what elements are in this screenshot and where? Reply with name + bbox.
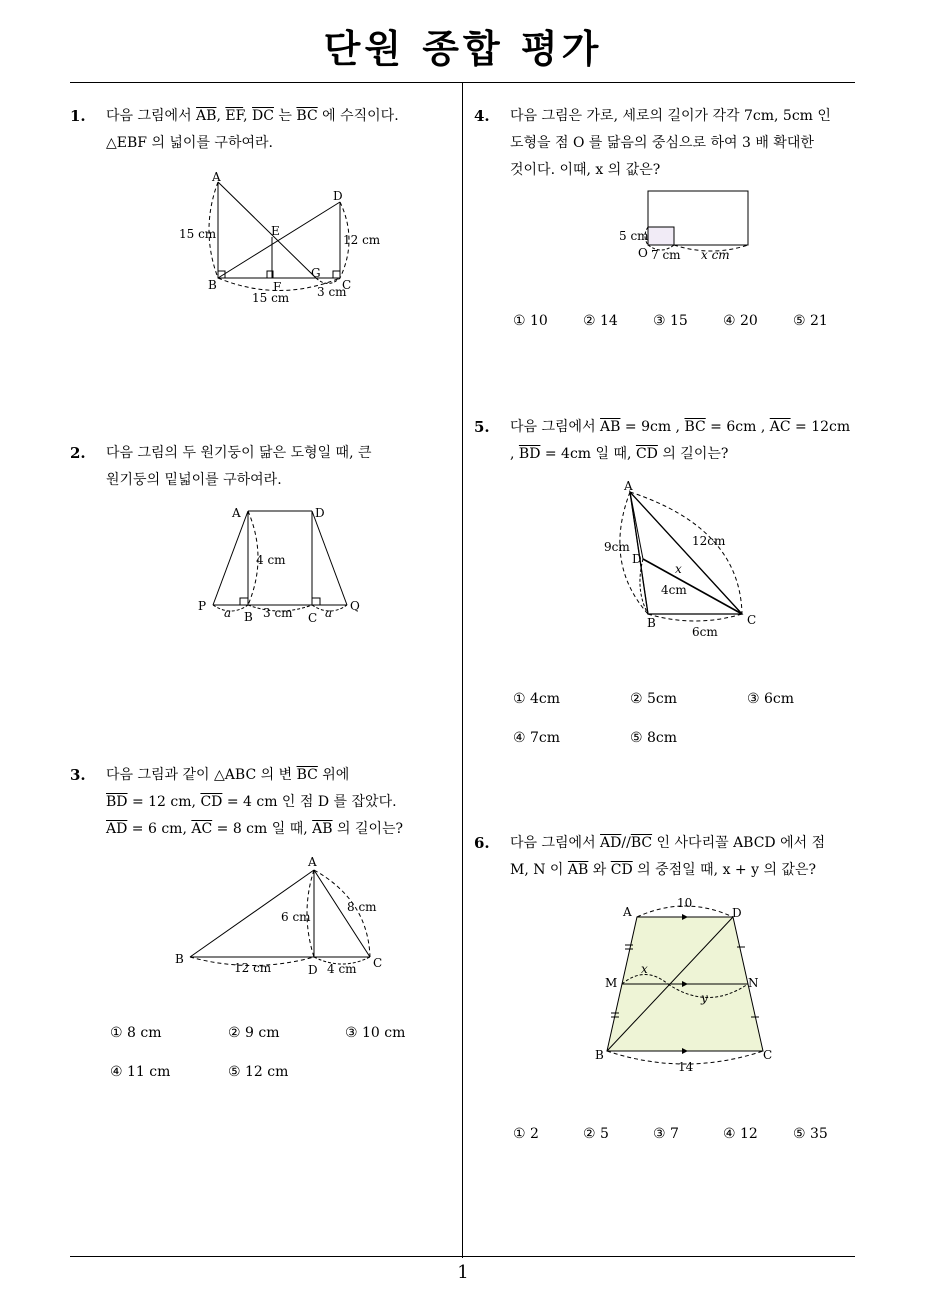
label-d: D	[333, 189, 343, 203]
option-3[interactable]: ③ 10 cm	[345, 1025, 406, 1041]
option-2[interactable]: ② 14	[583, 313, 618, 329]
option-4[interactable]: ④ 12	[723, 1126, 758, 1142]
option-3[interactable]: ③ 15	[653, 313, 688, 329]
label-a-left: a	[224, 606, 232, 620]
option-5[interactable]: ⑤ 35	[793, 1126, 828, 1142]
label-bc-length: 15 cm	[252, 291, 290, 305]
bottom-rule	[70, 1256, 855, 1257]
question-number: 2.	[70, 444, 86, 462]
label-c: C	[308, 611, 318, 625]
figure-q6	[595, 895, 775, 1080]
label-b: B	[208, 278, 217, 292]
figure-q3	[170, 850, 400, 980]
label-bc-length: 6cm	[692, 625, 718, 639]
label-top-length: 10	[677, 896, 693, 910]
figure-q2	[195, 500, 375, 630]
seg-ag	[218, 182, 316, 278]
option-2[interactable]: ② 5	[583, 1126, 609, 1142]
label-b: B	[175, 952, 184, 966]
right-angle-c	[333, 271, 340, 278]
label-c: C	[747, 613, 757, 627]
label-d: D	[308, 963, 318, 977]
label-ac-length: 12cm	[692, 534, 726, 548]
question-text: 다음 그림은 가로, 세로의 길이가 각각 7cm, 5cm 인 도형을 점 O 를 닮음의 중심으로 하여 3 배 확대한 것이다. 이때, x 의 값은?	[510, 108, 831, 178]
page-number: 1	[457, 1262, 469, 1283]
question-text: 다음 그림에서 $\overline{AD}//\overline{BC}$ 인 사다리꼴 ABCD 에서 점 M, N 이 $\overline{AB}$ 와 $\overline{CD}$ 의 중점일 때, x + y 의 값은?	[510, 835, 826, 878]
label-bc-length: 3 cm	[263, 606, 293, 620]
option-5[interactable]: ⑤ 21	[793, 313, 828, 329]
option-4[interactable]: ④ 20	[723, 313, 758, 329]
option-1[interactable]: ① 4cm	[513, 691, 561, 707]
label-dc-length: 4 cm	[327, 962, 357, 976]
label-d: D	[632, 552, 642, 566]
label-height: 5 cm	[619, 229, 649, 243]
label-gc-length: 3 cm	[317, 285, 347, 299]
question-number: 1.	[70, 107, 86, 125]
label-b: B	[244, 610, 253, 624]
label-f: F	[273, 280, 282, 294]
label-dc-length: 12 cm	[343, 233, 381, 247]
label-ab-length: 15 cm	[179, 227, 217, 241]
label-b: B	[647, 616, 656, 630]
label-d: D	[315, 506, 325, 520]
question-number: 6.	[474, 834, 490, 852]
option-1[interactable]: ① 2	[513, 1126, 539, 1142]
option-2[interactable]: ② 5cm	[630, 691, 678, 707]
label-m: M	[605, 976, 618, 990]
label-a: A	[212, 170, 221, 184]
label-ad-length: 6 cm	[281, 910, 311, 924]
label-d: D	[732, 906, 742, 920]
label-ac-length: 8 cm	[347, 900, 377, 914]
page-title: 단원 종합 평가	[323, 27, 603, 71]
label-g: G	[311, 266, 321, 280]
label-a: A	[232, 506, 241, 520]
figure-q1	[170, 165, 381, 315]
label-n: N	[748, 976, 759, 990]
question-text: 다음 그림에서 $\overline{AB}$, $\overline{EF}$, $\overline{DC}$ 는 $\overline{BC}$ 에 수직이다. △EBF 의 넓이를 구하여라.	[106, 108, 399, 151]
label-a-right: a	[325, 606, 333, 620]
label-y: y	[701, 991, 708, 1005]
label-x: x	[641, 962, 648, 976]
option-2[interactable]: ② 9 cm	[228, 1025, 280, 1041]
question-number: 3.	[70, 766, 86, 784]
label-c: C	[373, 956, 383, 970]
label-a: A	[623, 905, 632, 919]
option-3[interactable]: ③ 6cm	[747, 691, 795, 707]
figure-q5	[595, 478, 775, 643]
label-bd-length: 12 cm	[234, 961, 272, 975]
label-o: O	[638, 246, 648, 260]
label-p: P	[198, 599, 207, 613]
option-1[interactable]: ① 10	[513, 313, 548, 329]
label-bd-length: 4cm	[661, 583, 687, 597]
question-number: 5.	[474, 418, 490, 436]
option-5[interactable]: ⑤ 12 cm	[228, 1064, 289, 1080]
label-x: x	[675, 562, 682, 576]
label-c: C	[342, 278, 352, 292]
option-4[interactable]: ④ 7cm	[513, 730, 561, 746]
label-bottom-length: 14	[678, 1060, 694, 1074]
label-b: B	[595, 1048, 604, 1062]
question-text: 다음 그림과 같이 △ABC 의 변 $\overline{BC}$ 위에 $\overline{BD} = 12$ cm, $\overline{CD} = 4$ cm 인 점 D 를 잡았다. $\overline{AD} = 6$ cm, $\overline{AC} = 8$ cm 일 때, $\overline{AB}$ 의 길이는?	[106, 767, 404, 837]
column-divider	[462, 82, 463, 1258]
label-c: C	[763, 1048, 773, 1062]
option-5[interactable]: ⑤ 8cm	[630, 730, 678, 746]
label-width: 7 cm	[651, 248, 681, 262]
label-a: A	[308, 855, 317, 869]
label-q: Q	[350, 599, 360, 613]
seg-bd	[218, 202, 340, 278]
label-e: E	[271, 224, 280, 238]
option-3[interactable]: ③ 7	[653, 1126, 679, 1142]
question-number: 4.	[474, 107, 490, 125]
option-4[interactable]: ④ 11 cm	[110, 1064, 171, 1080]
label-a: A	[624, 479, 633, 493]
label-x: x cm	[701, 248, 730, 262]
label-ab-length: 9cm	[604, 540, 630, 554]
figure-q4	[615, 185, 775, 270]
question-text: 다음 그림의 두 원기둥이 닮은 도형일 때, 큰 원기둥의 밑넓이를 구하여라.	[106, 445, 372, 488]
option-1[interactable]: ① 8 cm	[110, 1025, 162, 1041]
question-text: 다음 그림에서 $\overline{AB} = 9cm$ , $\overline{BC} = 6cm$ , $\overline{AC} = 12cm$ , $\overline{BD} = 4cm$ 일 때, $\overline{CD}$ 의 길이는?	[510, 419, 851, 462]
label-height: 4 cm	[256, 553, 286, 567]
